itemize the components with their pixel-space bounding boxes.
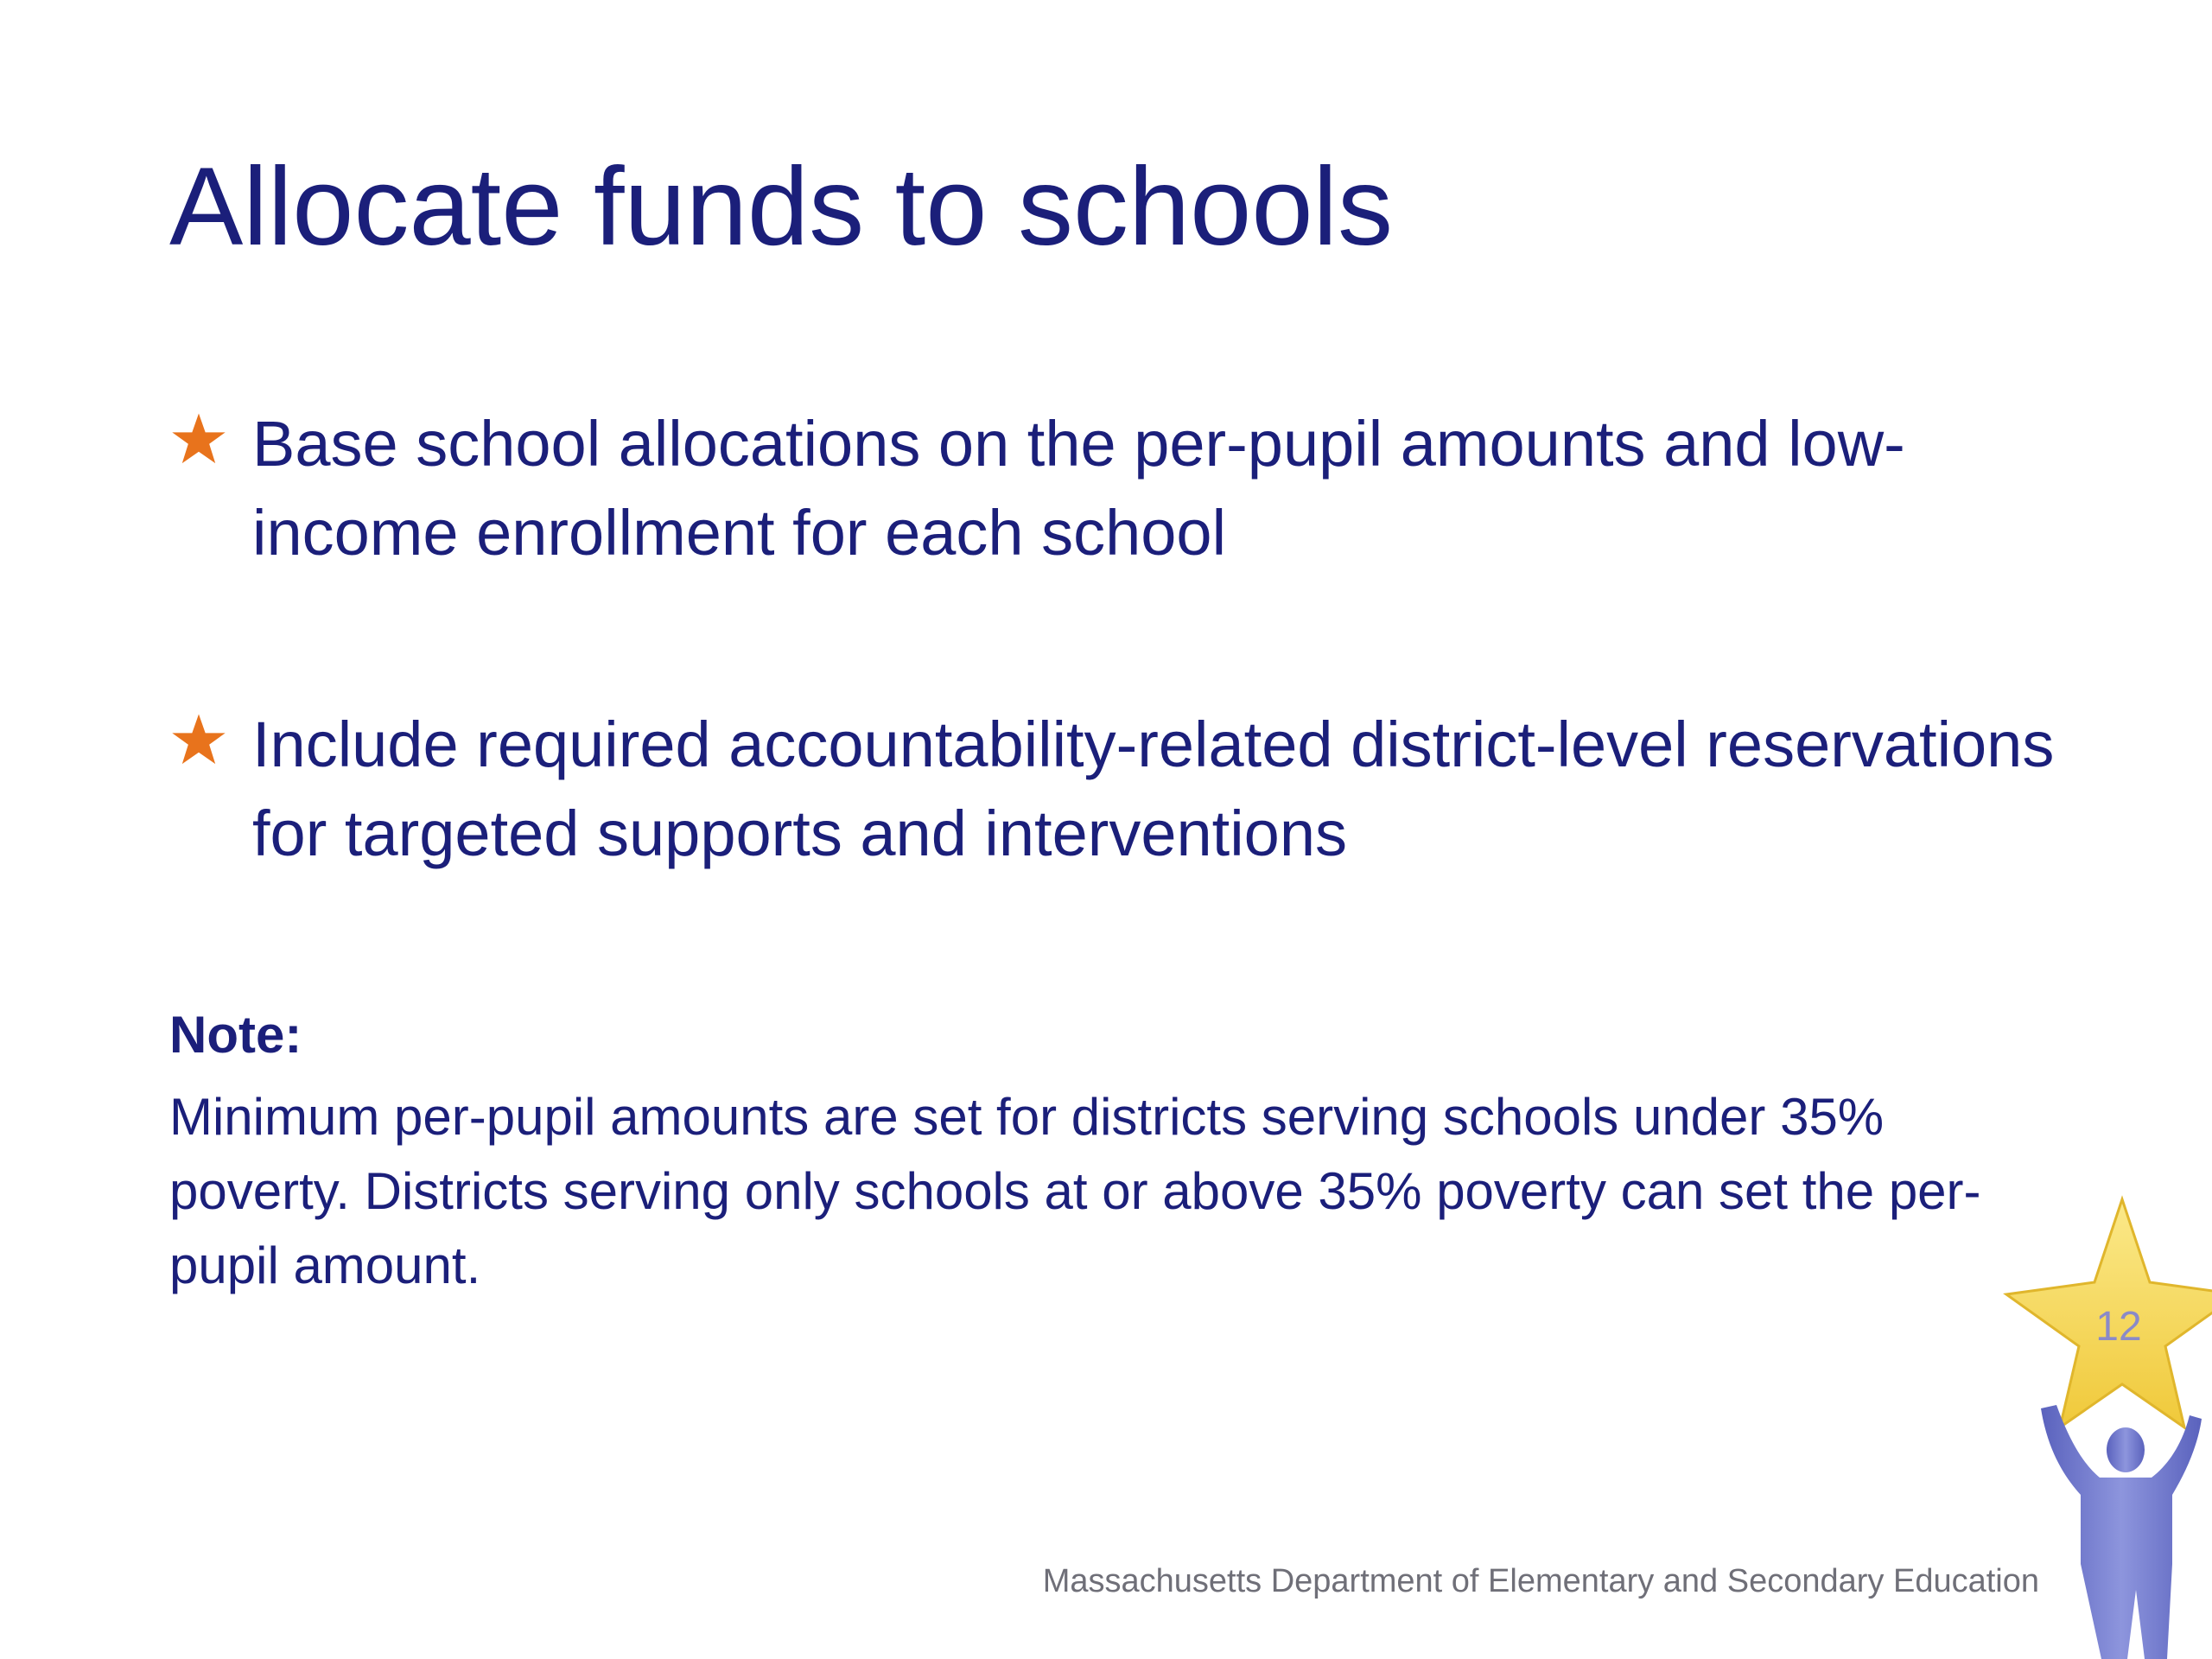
note-body: Minimum per-pupil amounts are set for districts serving schools under 35% poverty. Districts serving only schools at or above 35% poverty can set the per-pupil amount. <box>169 1088 1981 1294</box>
footer-organization: Massachusetts Department of Elementary and Secondary Education <box>1042 1563 2039 1599</box>
bullet-list <box>169 399 2070 878</box>
note-section <box>169 1001 2070 1303</box>
star-person-logo-icon <box>1987 1192 2212 1659</box>
bullet-text: Base school allocations on the per-pupil amounts and low-income enrollment for each school <box>252 408 1905 569</box>
star-bullet-icon <box>171 712 226 767</box>
bullet-text: Include required accountability-related district-level reservations for targeted supports and interventions <box>252 709 2055 869</box>
slide-title: Allocate funds to schools <box>169 145 1393 269</box>
page-number: 12 <box>2095 1304 2142 1350</box>
star-bullet-icon <box>171 411 226 467</box>
bullet-item <box>169 399 2070 577</box>
note-heading: Note: <box>169 1006 302 1064</box>
bullet-item <box>169 700 2070 878</box>
